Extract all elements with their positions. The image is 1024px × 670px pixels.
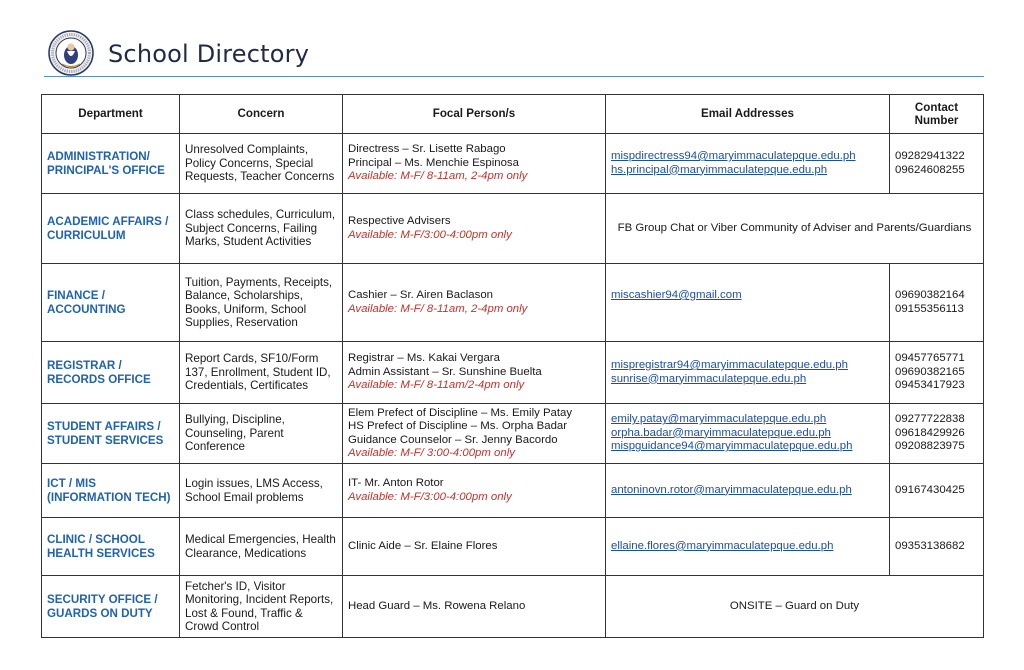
email-link[interactable]: sunrise@maryimmaculatepque.edu.ph [611, 372, 807, 385]
availability-note: Available: M-F/ 8-11am, 2-4pm only [348, 302, 528, 315]
contact-number: 09453417923 [895, 379, 965, 392]
title-divider [44, 76, 984, 77]
contact-number: 09690382165 [895, 365, 965, 378]
department-cell: STUDENT AFFAIRS / STUDENT SERVICES [42, 404, 180, 464]
concern-cell: Login issues, LMS Access, School Email problems [180, 464, 343, 518]
focal-person: HS Prefect of Discipline – Ms. Orpha Badar [348, 420, 568, 432]
concern-cell: Tuition, Payments, Receipts, Balance, Scholarships, Books, Uniform, School Supplies, Reservation [180, 264, 343, 342]
email-link[interactable]: mispregistrar94@maryimmaculatepque.edu.ph [611, 359, 848, 371]
focal-person-cell [343, 518, 606, 576]
focal-person-cell [343, 194, 606, 264]
school-seal-logo [48, 30, 94, 76]
spacer [611, 303, 884, 317]
email-link[interactable]: mispdirectress94@maryimmaculatepque.edu.ph [611, 150, 856, 162]
department-cell: CLINIC / SCHOOL HEALTH SERVICES [42, 518, 180, 576]
contact-cell [890, 342, 984, 404]
focal-person: Respective Advisers [348, 215, 451, 227]
email-cell [606, 134, 890, 194]
contact-number: 09618429926 [895, 426, 965, 439]
table-row [42, 194, 984, 264]
email-link[interactable]: hs.principal@maryimmaculatepque.edu.ph [611, 163, 828, 176]
merged-contact-note: ONSITE – Guard on Duty [606, 576, 984, 638]
merged-contact-note: FB Group Chat or Viber Community of Adviser and Parents/Guardians [606, 194, 984, 264]
contact-cell [890, 518, 984, 576]
concern-cell: Unresolved Complaints, Policy Concerns, Special Requests, Teacher Concerns [180, 134, 343, 194]
contact-number: 09353138682 [895, 539, 965, 552]
contact-cell [890, 404, 984, 464]
focal-person-cell [343, 404, 606, 464]
contact-number: 09208823975 [895, 440, 965, 453]
page-header [44, 30, 984, 80]
contact-number: 09624608255 [895, 163, 965, 176]
availability-note: Available: M-F/ 8-11am/2-4pm only [348, 379, 525, 392]
table-row [42, 134, 984, 194]
focal-person-cell [343, 464, 606, 518]
contact-number: 09282941322 [895, 150, 965, 162]
table-row [42, 576, 984, 638]
focal-person: IT- Mr. Anton Rotor [348, 477, 444, 489]
email-cell [606, 264, 890, 342]
email-cell [606, 404, 890, 464]
contact-number: 09167430425 [895, 483, 965, 496]
column-header-contact: Contact Number [890, 95, 984, 134]
email-link[interactable]: orpha.badar@maryimmaculatepque.edu.ph [611, 426, 831, 439]
concern-cell: Medical Emergencies, Health Clearance, Medications [180, 518, 343, 576]
focal-person: Principal – Ms. Menchie Espinosa [348, 156, 519, 169]
department-cell: ADMINISTRATION/ PRINCIPAL'S OFFICE [42, 134, 180, 194]
concern-cell: Fetcher's ID, Visitor Monitoring, Incident Reports, Lost & Found, Traffic & Crowd Control [180, 576, 343, 638]
contact-cell [890, 264, 984, 342]
email-cell [606, 342, 890, 404]
focal-person: Head Guard – Ms. Rowena Relano [348, 599, 526, 612]
email-cell [606, 518, 890, 576]
email-link[interactable]: ellaine.flores@maryimmaculatepque.edu.ph [611, 539, 834, 552]
focal-person-cell [343, 576, 606, 638]
department-cell: SECURITY OFFICE / GUARDS ON DUTY [42, 576, 180, 638]
focal-person-cell [343, 342, 606, 404]
contact-number: 09457765771 [895, 352, 965, 365]
availability-note: Available: M-F/3:00-4:00pm only [348, 490, 512, 503]
email-link[interactable]: miscashier94@gmail.com [611, 289, 742, 301]
focal-person: Elem Prefect of Discipline – Ms. Emily Patay [348, 406, 573, 419]
column-header-concern: Concern [180, 95, 343, 134]
focal-person-cell [343, 264, 606, 342]
department-cell: FINANCE / ACCOUNTING [42, 264, 180, 342]
table-row [42, 464, 984, 518]
email-link[interactable]: mispguidance94@maryimmaculatepque.edu.ph [611, 440, 853, 453]
concern-cell: Class schedules, Curriculum, Subject Concerns, Failing Marks, Student Activities [180, 194, 343, 264]
table-row [42, 518, 984, 576]
column-header-department: Department [42, 95, 180, 134]
contact-cell [890, 134, 984, 194]
contact-cell [890, 464, 984, 518]
email-link[interactable]: emily.patay@maryimmaculatepque.edu.ph [611, 413, 827, 426]
contact-number: 09690382164 [895, 289, 965, 301]
department-cell: REGISTRAR / RECORDS OFFICE [42, 342, 180, 404]
concern-cell: Bullying, Discipline, Counseling, Parent Conference [180, 404, 343, 464]
contact-number: 09277722838 [895, 413, 965, 426]
availability-note: Available: M-F/ 8-11am, 2-4pm only [348, 170, 528, 183]
focal-person: Admin Assistant – Sr. Sunshine Buelta [348, 365, 542, 378]
table-row [42, 264, 984, 342]
table-row [42, 404, 984, 464]
focal-person: Clinic Aide – Sr. Elaine Flores [348, 539, 498, 552]
page-title: School Directory [108, 40, 310, 68]
contact-number: 09155356113 [895, 302, 964, 315]
directory-table [41, 94, 984, 638]
column-header-email: Email Addresses [606, 95, 890, 134]
department-cell: ICT / MIS (INFORMATION TECH) [42, 464, 180, 518]
focal-person: Guidance Counselor – Sr. Jenny Bacordo [348, 433, 558, 446]
focal-person-cell [343, 134, 606, 194]
focal-person: Registrar – Ms. Kakai Vergara [348, 352, 500, 365]
email-cell [606, 464, 890, 518]
concern-cell: Report Cards, SF10/Form 137, Enrollment, Student ID, Credentials, Certificates [180, 342, 343, 404]
focal-person: Cashier – Sr. Airen Baclason [348, 289, 493, 301]
focal-person: Directress – Sr. Lisette Rabago [348, 143, 506, 156]
availability-note: Available: M-F/3:00-4:00pm only [348, 228, 512, 241]
column-header-focal-persons: Focal Person/s [343, 95, 606, 134]
email-link[interactable]: antoninovn.rotor@maryimmaculatepque.edu.ph [611, 483, 852, 496]
table-header-row [42, 95, 984, 134]
table-row [42, 342, 984, 404]
department-cell: ACADEMIC AFFAIRS / CURRICULUM [42, 194, 180, 264]
availability-note: Available: M-F/ 3:00-4:00pm only [348, 447, 515, 459]
